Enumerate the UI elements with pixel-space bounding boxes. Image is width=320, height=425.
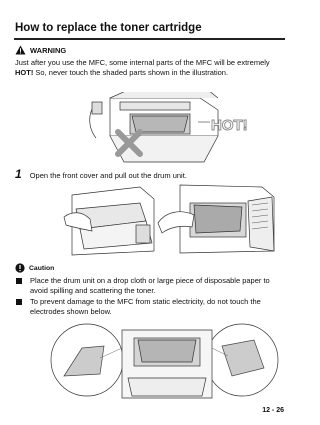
warning-header bbox=[15, 45, 66, 55]
warning-text: Just after you use the MFC, some internal parts of the MFC will be extremely HOT! So, never touch the shaded parts shown in the illustration. bbox=[15, 58, 270, 77]
step-text: Open the front cover and pull out the drum unit. bbox=[29, 171, 187, 180]
warning-icon bbox=[15, 45, 26, 55]
step-number: 1 bbox=[15, 167, 22, 181]
caution-label: Caution bbox=[29, 264, 55, 272]
bullet-square bbox=[16, 299, 22, 305]
hot-parts-illustration bbox=[80, 92, 255, 164]
caution-bullet: Place the drum unit on a drop cloth or large piece of disposable paper to avoid spilling and scattering the toner. bbox=[15, 276, 287, 296]
section-title: How to replace the toner cartridge bbox=[15, 22, 202, 34]
caution-bullet: To prevent damage to the MFC from static electricity, do not touch the electrodes shown below. bbox=[15, 297, 287, 317]
page-number: 12 - 26 bbox=[262, 407, 284, 414]
title-underline bbox=[14, 38, 285, 40]
electrodes-illustration bbox=[42, 318, 287, 403]
hot-emphasis: HOT! bbox=[15, 68, 34, 77]
warning-label: WARNING bbox=[30, 45, 67, 55]
hot-label: HOT! bbox=[211, 117, 248, 134]
caution-header bbox=[15, 263, 54, 273]
open-cover-illustration bbox=[62, 181, 287, 261]
bullet-square bbox=[16, 278, 22, 284]
step-1 bbox=[15, 167, 187, 181]
caution-icon bbox=[15, 263, 25, 273]
